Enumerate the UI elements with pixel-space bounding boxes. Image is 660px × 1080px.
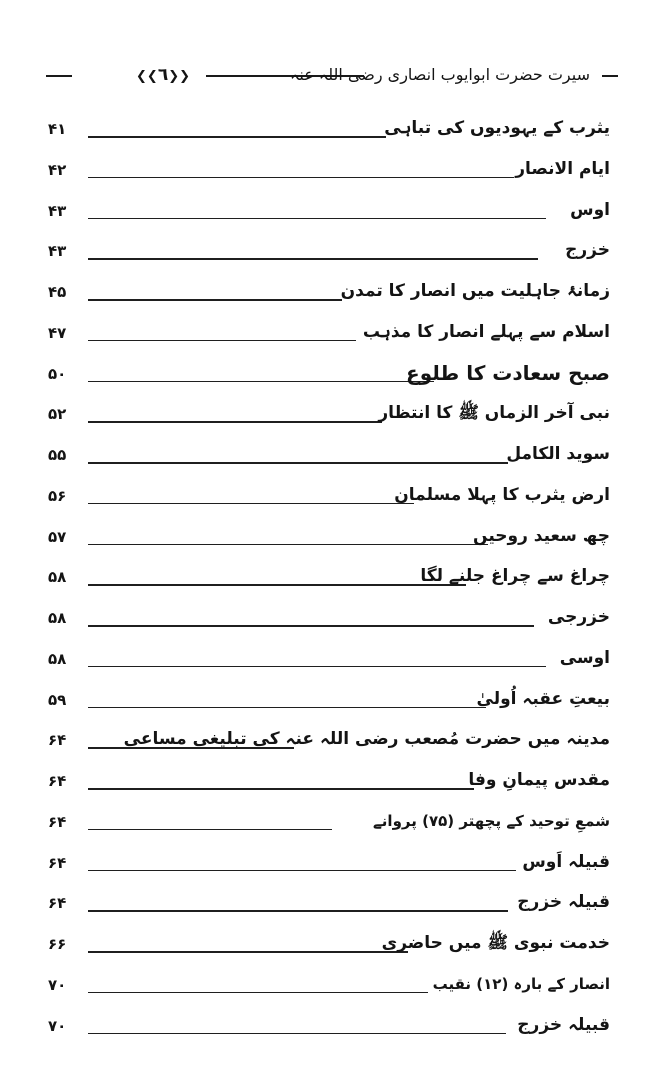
page-header xyxy=(46,62,618,88)
toc-leader-line xyxy=(88,462,508,464)
ornament-icon-left: ❮❮ xyxy=(168,69,190,84)
ornament-icon-right: ❯❯ xyxy=(136,69,158,84)
toc-page-number: ۴۳ xyxy=(48,201,67,220)
toc-page-number: ۵۰ xyxy=(48,364,67,383)
toc-page-number: ۵۷ xyxy=(48,527,67,546)
toc-page-number: ۵۶ xyxy=(48,486,67,505)
toc-leader-line xyxy=(88,829,332,831)
toc-row xyxy=(48,234,610,275)
toc-leader-line xyxy=(88,258,538,260)
toc-leader-line xyxy=(88,503,414,505)
toc-title: چھ سعید روحیں xyxy=(473,525,610,546)
toc-page-number: ۶۴ xyxy=(48,812,67,831)
toc-row xyxy=(48,927,610,968)
toc-title: اوسی xyxy=(559,647,610,668)
toc-row xyxy=(48,846,610,887)
toc-row xyxy=(48,723,610,764)
toc-leader-line xyxy=(88,707,486,709)
toc-title: چراغ سے چراغ جلنے لگا xyxy=(420,566,610,587)
toc-row xyxy=(48,275,610,316)
toc-title: خزرج xyxy=(565,240,610,261)
toc-title: ارض یثرب کا پہلا مسلمان xyxy=(394,484,610,505)
toc-title: سوید الکامل xyxy=(506,444,610,464)
toc-leader-line xyxy=(88,951,408,953)
toc-leader-line xyxy=(88,992,428,994)
toc-page-number: ۵۲ xyxy=(48,405,67,424)
toc-page-number: ۴۳ xyxy=(48,242,67,261)
toc-title: قبیلہ خزرج xyxy=(517,892,610,913)
toc-page-number: ۶۴ xyxy=(48,772,67,790)
toc-leader-line xyxy=(88,584,466,586)
toc-title: نبی آخر الزماں ﷺ کا انتظار xyxy=(378,403,610,424)
toc-page-number: ۶۴ xyxy=(48,894,67,913)
toc-leader-line xyxy=(88,544,488,546)
toc-row xyxy=(48,479,610,520)
header-rule-right xyxy=(602,75,618,77)
table-of-contents xyxy=(48,112,610,1049)
toc-row xyxy=(48,153,610,194)
toc-row xyxy=(48,886,610,927)
toc-page-number: ۴۱ xyxy=(48,120,67,138)
toc-leader-line xyxy=(88,666,546,668)
toc-title: خدمت نبوی ﷺ میں حاضری xyxy=(381,933,610,953)
toc-page-number: ۵۸ xyxy=(48,609,67,627)
toc-title: مدینہ میں حضرت مُصعب رضی اللہ عنہ کی تبلیغی مساعی xyxy=(123,729,610,750)
toc-row xyxy=(48,601,610,642)
toc-row xyxy=(48,764,610,805)
page-number xyxy=(138,62,190,88)
toc-page-number: ۷۰ xyxy=(48,975,67,994)
toc-page-number: ۴۷ xyxy=(48,323,67,342)
toc-page-number: ۶۴ xyxy=(48,731,67,750)
toc-title: بیعتِ عقبہ اُولیٰ xyxy=(476,688,610,709)
toc-leader-line xyxy=(88,340,356,342)
toc-row xyxy=(48,316,610,357)
toc-row xyxy=(48,642,610,683)
toc-title: مقدس پیمانِ وفا xyxy=(468,770,610,790)
toc-title: اسلام سے پہلے انصار کا مذہب xyxy=(362,321,610,342)
toc-leader-line xyxy=(88,218,546,220)
toc-leader-line xyxy=(88,788,474,790)
toc-title: صبح سعادت کا طلوع xyxy=(406,360,610,385)
toc-title: قبیلہ اَوس xyxy=(522,851,610,872)
toc-title: قبیلہ خزرج xyxy=(517,1014,610,1035)
toc-page-number: ۵۹ xyxy=(48,690,67,709)
toc-title: شمعِ توحید کے پچھتر (۷۵) پروانے xyxy=(373,811,610,830)
toc-title: ایام الانصار xyxy=(515,158,610,179)
toc-page-number: ۵۸ xyxy=(48,568,67,587)
toc-row xyxy=(48,438,610,479)
toc-page-number: ۴۵ xyxy=(48,283,67,301)
toc-leader-line xyxy=(88,1033,506,1035)
toc-leader-line xyxy=(88,381,434,383)
toc-leader-line xyxy=(88,299,342,301)
toc-leader-line xyxy=(88,870,516,872)
toc-page-number: ۵۸ xyxy=(48,649,67,668)
running-title: سیرت حضرت ابوایوب انصاری رضی اللہ عنہ xyxy=(290,65,590,84)
toc-title: اوس xyxy=(570,199,610,220)
toc-leader-line xyxy=(88,625,534,627)
toc-page-number: ۵۵ xyxy=(48,446,67,464)
toc-page-number: ۶۶ xyxy=(48,935,67,953)
toc-page-number: ۶۴ xyxy=(48,853,67,872)
toc-row xyxy=(48,357,610,398)
toc-leader-line xyxy=(88,136,386,138)
toc-row xyxy=(48,560,610,601)
toc-leader-line xyxy=(88,177,514,179)
header-rule-left xyxy=(46,75,72,77)
toc-row xyxy=(48,112,610,153)
toc-title: زمانۂ جاہلیت میں انصار کا تمدن xyxy=(340,281,610,301)
toc-title: انصار کے بارہ (۱۲) نقیب xyxy=(432,974,610,993)
page-number-value: ٦ xyxy=(157,65,169,85)
toc-page-number: ۴۲ xyxy=(48,160,67,179)
toc-row xyxy=(48,520,610,561)
toc-row xyxy=(48,1009,610,1050)
toc-title: یثرب کے یہودیوں کی تباہی xyxy=(384,118,610,138)
toc-row xyxy=(48,194,610,235)
toc-leader-line xyxy=(88,910,508,912)
toc-title: خزرجی xyxy=(547,607,610,627)
toc-row xyxy=(48,683,610,724)
toc-leader-line xyxy=(88,421,382,423)
toc-row xyxy=(48,805,610,846)
toc-row xyxy=(48,397,610,438)
toc-row xyxy=(48,968,610,1009)
toc-page-number: ۷۰ xyxy=(48,1016,67,1035)
